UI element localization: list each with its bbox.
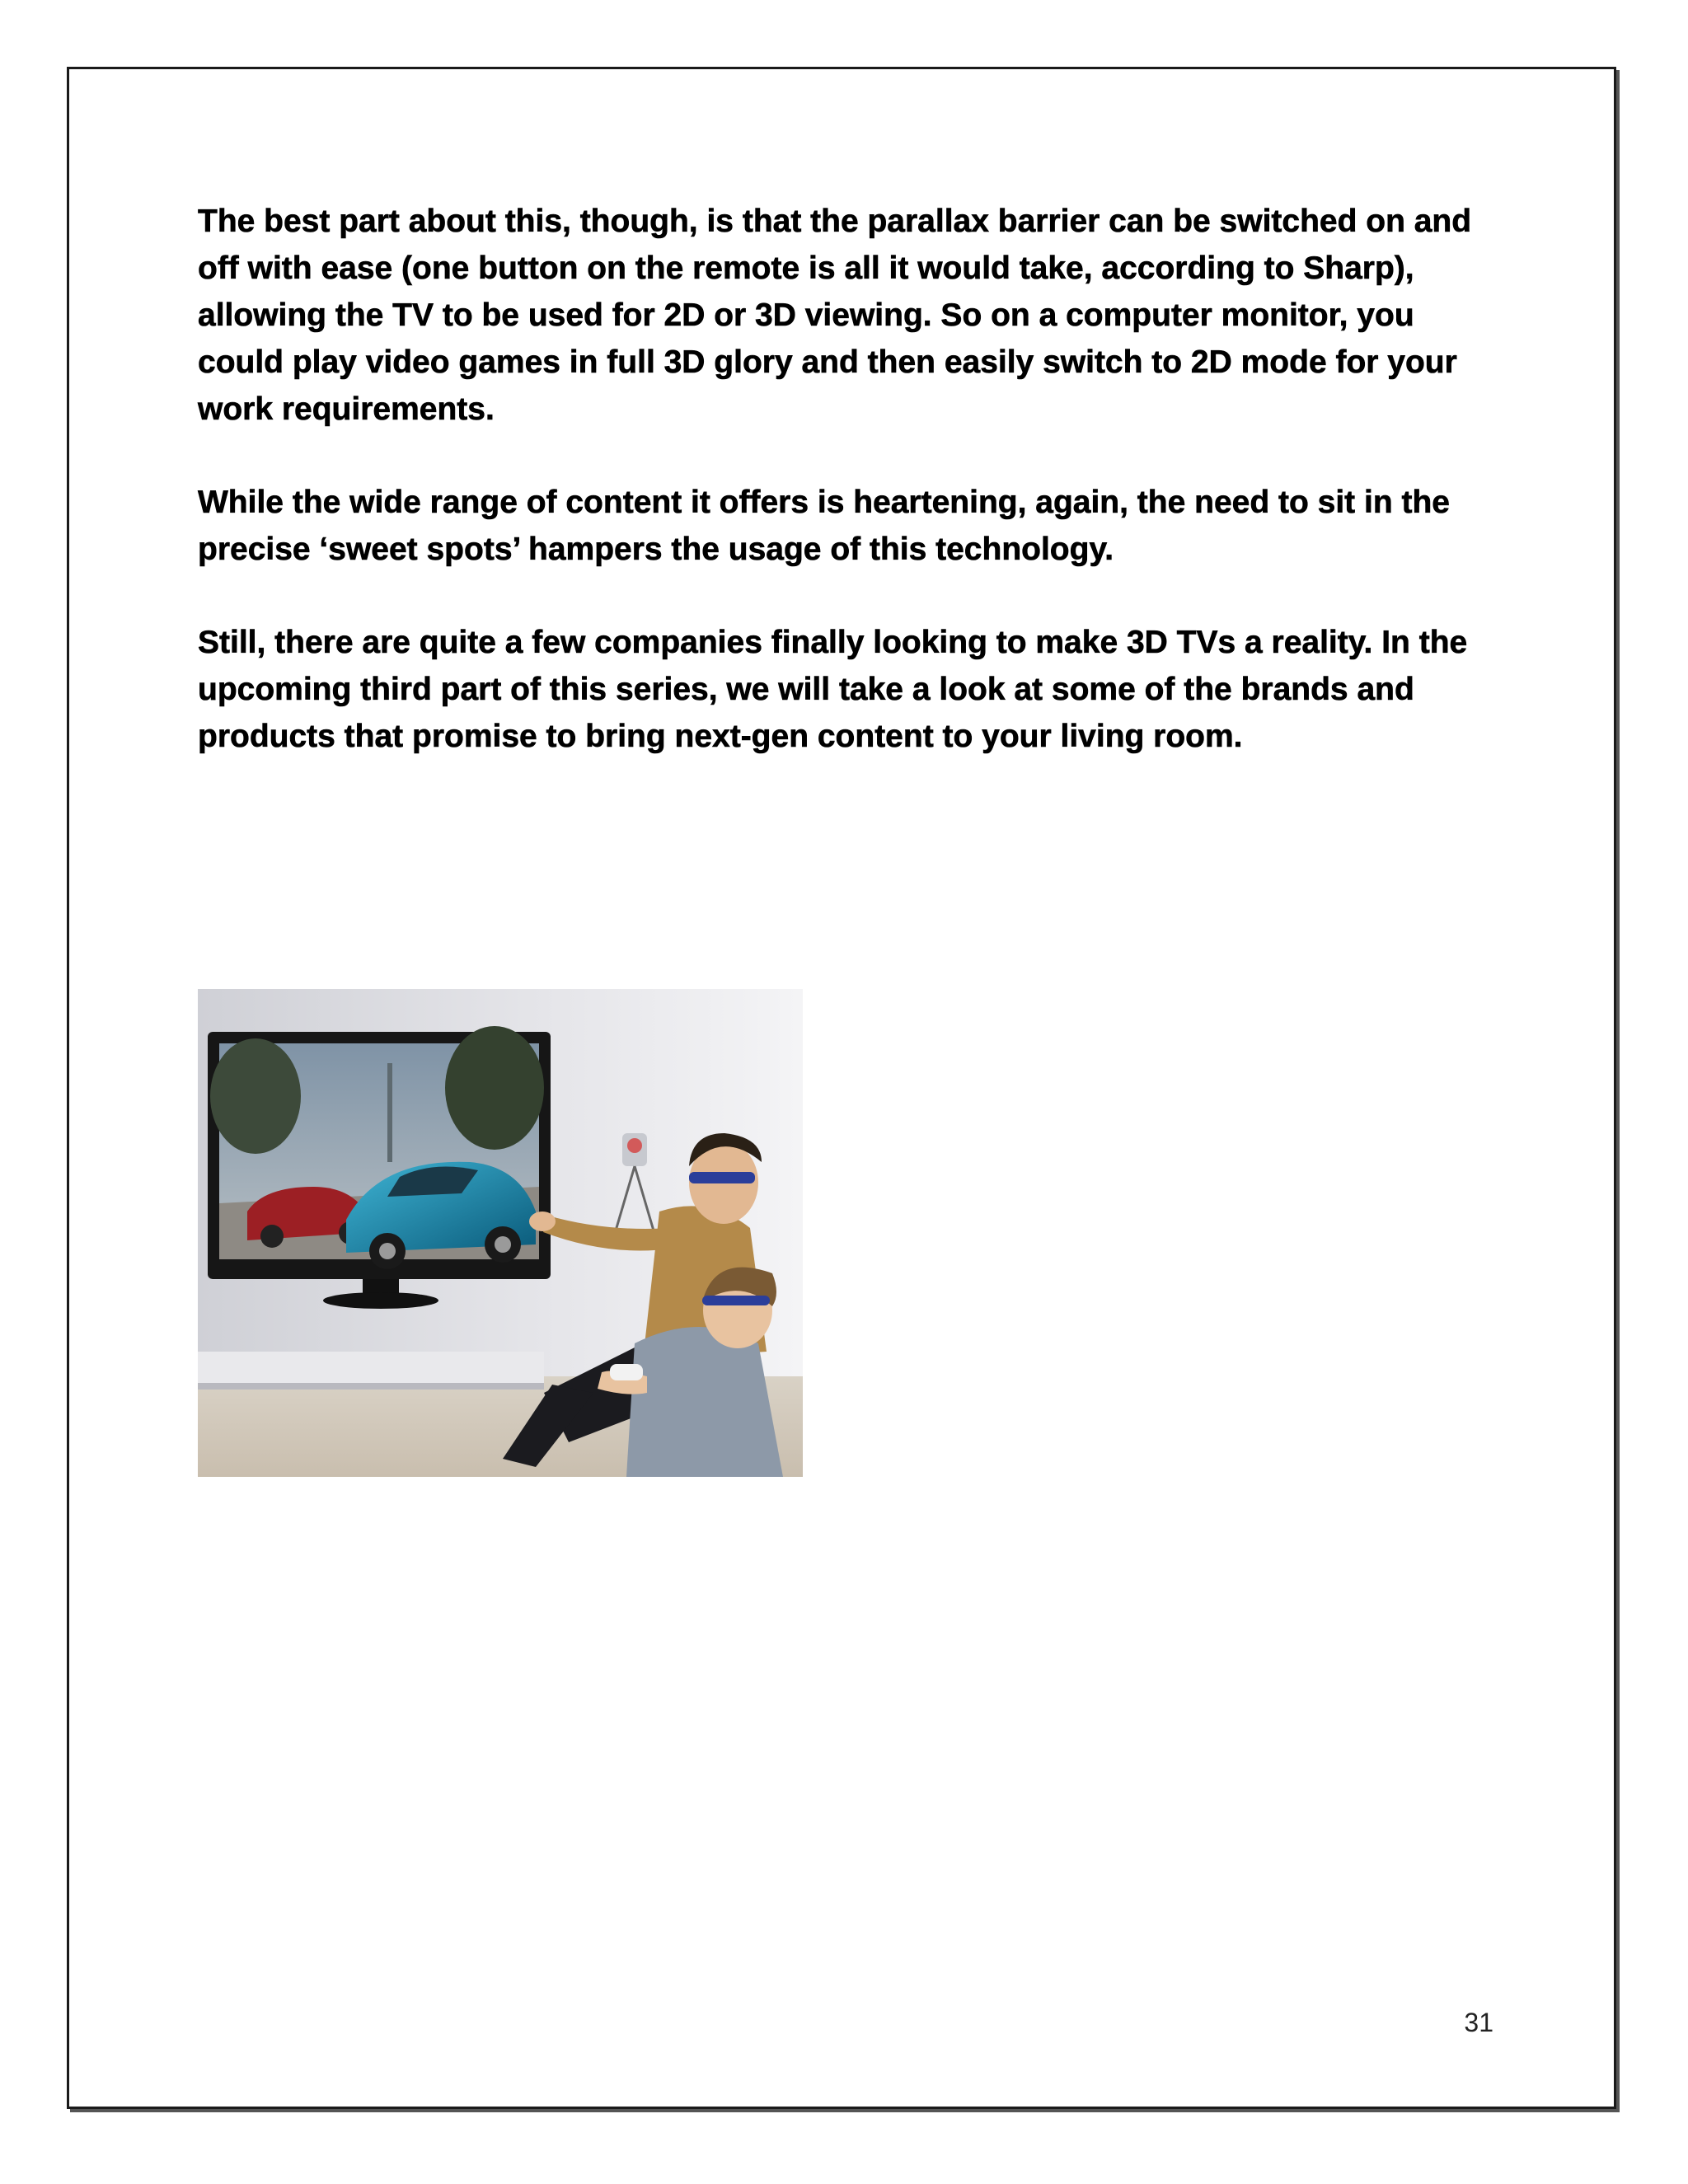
paragraph-sweet-spots: While the wide range of content it offers is heartening, again, the need to sit in the precise ‘sweet spots’ hampers the usage of this technology.	[198, 485, 1450, 567]
paragraph-3d-companies: Still, there are quite a few companies finally looking to make 3D TVs a reality. In the upcoming third part of this series, we will take a look at some of the brands and products that promise to bring next-gen content to your living room.	[198, 625, 1468, 754]
3d-tv-gaming-photo	[198, 989, 803, 1477]
page-number: 31	[1464, 2008, 1493, 2037]
paragraph-parallax-barrier: The best part about this, though, is that the parallax barrier can be switched on and off with ease (one button on the remote is all it would take, according to Sharp), allowing the TV to be used for 2D or 3D viewing. So on a computer monitor, you could play video games in full 3D glory and then easily switch to 2D mode for your work requirements.	[198, 204, 1472, 427]
page-body	[198, 198, 1500, 806]
